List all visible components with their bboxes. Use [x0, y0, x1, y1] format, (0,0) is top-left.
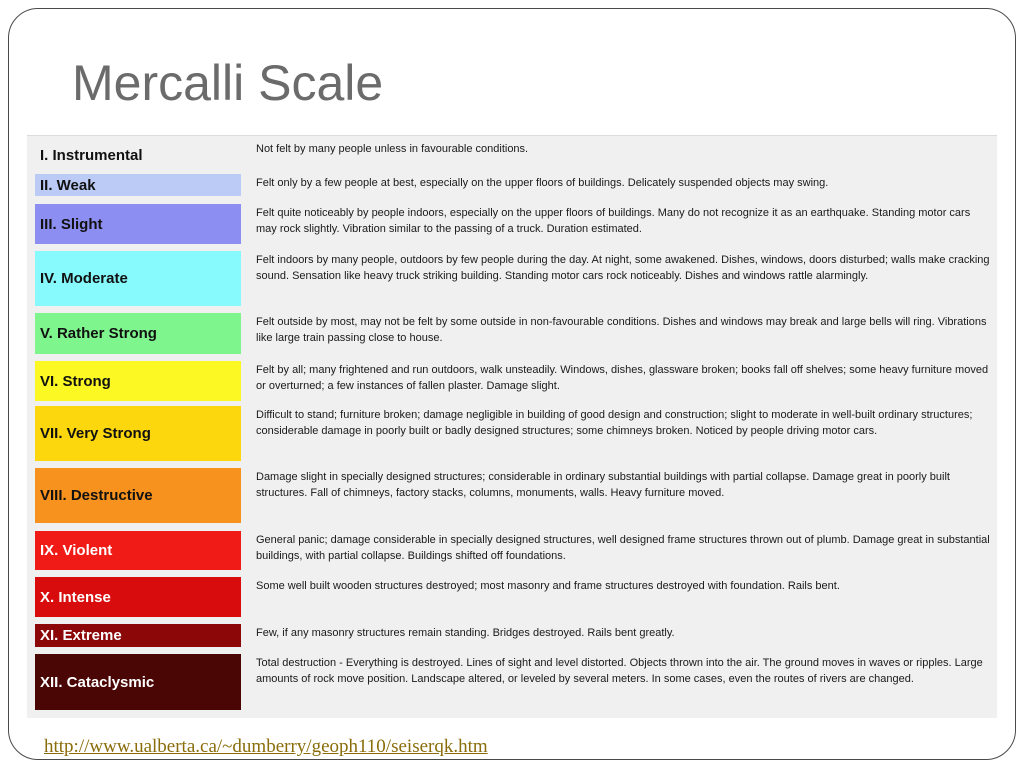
level-description: Felt by all; many frightened and run outdoors, walk unsteadily. Windows, dishes, glassware broken; books fall off shelves; some heavy furniture moved or overturned; a few instances of fallen plaster. Damage slight.: [256, 364, 989, 392]
level-description: Felt indoors by many people, outdoors by few people during the day. At night, some awakened. Dishes, windows, doors disturbed; walls make cracking sound. Sensation like heavy truck striking building. Standing motor cars rock noticeably. Dishes and windows rattle alarmingly.: [256, 254, 990, 282]
level-description: General panic; damage considerable in specially designed structures, well designed frame structures thrown out of plumb. Damage great in substantial buildings, with partial collapse. Buildings shifted off foundations.: [256, 534, 990, 562]
table-row: [27, 406, 997, 461]
table-row: [27, 531, 997, 570]
level-description: Difficult to stand; furniture broken; damage negligible in building of good design and construction; slight to moderate in well-built ordinary structures; considerable damage in poorly built or badly designed structures; some chimneys broken. Noticed by people driving motor cars.: [256, 409, 973, 437]
level-label: X. Intense: [35, 577, 241, 617]
level-description: Some well built wooden structures destroyed; most masonry and frame structures destroyed with foundation. Rails bent.: [256, 580, 840, 592]
table-row: [27, 174, 997, 196]
level-description: Total destruction - Everything is destroyed. Lines of sight and level distorted. Objects thrown into the air. The ground moves in waves or ripples. Large amounts of rock move position. Landscape altered, or leveled by several meters. In some cases, even the routes of rivers are changed.: [256, 657, 983, 685]
level-description: Few, if any masonry structures remain standing. Bridges destroyed. Rails bent greatly.: [256, 627, 675, 639]
table-row: [27, 313, 997, 354]
level-label: XI. Extreme: [35, 624, 241, 647]
page-title: Mercalli Scale: [72, 55, 384, 111]
level-label: VI. Strong: [35, 361, 241, 401]
table-row: [27, 140, 997, 170]
table-row: [27, 361, 997, 401]
mercalli-table: [27, 135, 997, 718]
table-row: [27, 624, 997, 647]
table-row: [27, 577, 997, 617]
table-row: [27, 251, 997, 306]
table-row: [27, 204, 997, 244]
level-label: III. Slight: [35, 204, 241, 244]
level-description: Damage slight in specially designed structures; considerable in ordinary substantial buildings with partial collapse. Damage great in poorly built structures. Fall of chimneys, factory stacks, columns, monuments, walls. Heavy furniture moved.: [256, 471, 950, 499]
table-row: [27, 468, 997, 523]
level-label: VIII. Destructive: [35, 468, 241, 523]
level-description: Felt only by a few people at best, especially on the upper floors of buildings. Delicately suspended objects may swing.: [256, 177, 829, 189]
level-label: XII. Cataclysmic: [35, 654, 241, 710]
source-link[interactable]: http://www.ualberta.ca/~dumberry/geoph110/seiserqk.htm: [44, 736, 488, 757]
level-label: IX. Violent: [35, 531, 241, 570]
level-description: Not felt by many people unless in favourable conditions.: [256, 143, 529, 155]
level-label: V. Rather Strong: [35, 313, 241, 354]
table-row: [27, 654, 997, 710]
level-description: Felt quite noticeably by people indoors, especially on the upper floors of buildings. Many do not recognize it as an earthquake. Standing motor cars may rock slightly. Vibration similar to the passing of a truck. Duration estimated.: [256, 207, 971, 235]
level-label: II. Weak: [35, 174, 241, 196]
level-description: Felt outside by most, may not be felt by some outside in non-favourable conditions. Dishes and windows may break and large bells will ring. Vibrations like large train passing close to house.: [256, 316, 987, 344]
level-label: IV. Moderate: [35, 251, 241, 306]
level-label: VII. Very Strong: [35, 406, 241, 461]
level-label: I. Instrumental: [35, 140, 241, 170]
